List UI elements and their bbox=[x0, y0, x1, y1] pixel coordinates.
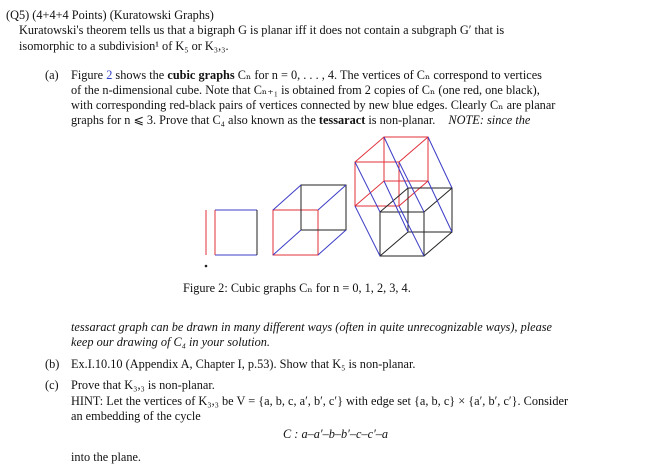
tessaract-term: tessaract bbox=[318, 113, 366, 127]
figure-caption: Figure 2: Cubic graphs Cₙ for n = 0, 1, 2, 3, 4. bbox=[183, 281, 411, 295]
part-c-label: (c) bbox=[45, 378, 59, 392]
part-c-hint: HINT: Let the vertices of K₃,₃ be V = {a, b, c, a′, b′, c′} with edge set {a, b, c} × {a′, b′, c′}. Consider bbox=[71, 394, 569, 408]
part-a-line-2: of the n-dimensional cube. Note that Cₙ₊₁ is obtained from 2 copies of Cₙ (one red, one black), bbox=[71, 83, 540, 97]
part-a-label: (a) bbox=[45, 68, 59, 82]
part-b-text: Ex.I.10.10 (Appendix A, Chapter I, p.53). Show that K₅ is non-planar. bbox=[71, 357, 416, 371]
part-a-line-4-pre: graphs for n ⩽ 3. Prove that C₄ also known as the bbox=[71, 113, 316, 127]
c0-vertex bbox=[205, 265, 208, 268]
part-a-line-1-pre: Figure bbox=[71, 68, 104, 82]
part-c-line-1: Prove that K₃,₃ is non-planar. bbox=[71, 378, 215, 392]
c3-cube bbox=[273, 185, 346, 255]
part-a-line-4-mid: is non-planar. bbox=[368, 113, 436, 127]
part-a-line-6: keep our drawing of C₄ in your solution. bbox=[71, 335, 270, 349]
cubic-graphs-term: cubic graphs bbox=[167, 68, 235, 82]
cycle-expression: C : a–a′–b–b′–c–c′–a bbox=[283, 427, 389, 441]
part-c-line-5: into the plane. bbox=[71, 450, 142, 464]
part-a-line-5: tessaract graph can be drawn in many different ways (often in quite unrecognizable ways), please bbox=[71, 320, 552, 334]
part-a-note: NOTE: since the bbox=[448, 113, 531, 127]
part-a-line-1-mid: shows the bbox=[115, 68, 165, 82]
part-c-line-3: an embedding of the cycle bbox=[71, 409, 201, 423]
part-a-line-3: with corresponding red-black pairs of vertices connected by new blue edges. Clearly Cₙ are planar bbox=[71, 98, 556, 112]
intro-line-1: Kuratowski's theorem tells us that a bigraph G is planar iff it does not contain a subgraph G′ that is bbox=[19, 23, 505, 37]
intro-line-2: isomorphic to a subdivision¹ of K₅ or K₃,₃. bbox=[19, 39, 229, 53]
question-header: (Q5) (4+4+4 Points) (Kuratowski Graphs) bbox=[6, 8, 214, 22]
c4-tesseract bbox=[355, 137, 452, 256]
c2-square bbox=[215, 210, 257, 255]
figure-2-link[interactable]: 2 bbox=[106, 68, 113, 82]
part-a-line-1-post: Cₙ for n = 0, . . . , 4. The vertices of Cₙ correspond to vertices bbox=[237, 68, 542, 82]
part-b-label: (b) bbox=[45, 357, 60, 371]
